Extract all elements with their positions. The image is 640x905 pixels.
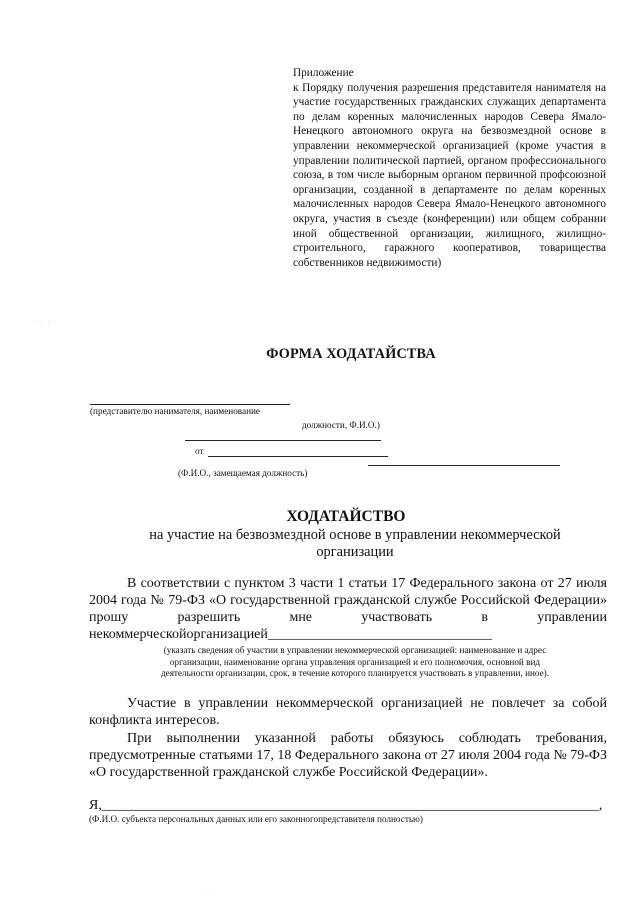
signer-row [89,797,607,814]
addressee-line-3 [368,465,560,466]
petition-paragraph-2: Участие в управлении некоммерческой организацией не повлечет за собой конфликта интересов. [89,696,607,728]
appendix-title: Приложение [293,67,354,79]
addressee-caption-3: (Ф.И.О., замещаемая должность) [178,468,308,478]
scan-artifact-2: · [207,888,209,894]
from-label: от [195,446,204,456]
addressee-line-2 [185,440,381,441]
from-line [208,456,388,457]
appendix-text: к Порядку получения разрешения представителя нанимателя на участие государственных гражданских служащих департамента по делам коренных малочисленных народов Севера Ямало-Ненецкого автономного округа на безвозмездной основе в управлении некоммерческой организацией (кроме участия в управлении политической партией, органом профессионального союза, в том числе выборным органом первичной профсоюзной организации, созданной в департаменте по делам коренных малочисленных народов Севера Ямало-Ненецкого автономного округа, участия в съезде (конференции) или общем собрании иной общественной организации, жилищного, жилищно-строительного, гаражного кооперативов, товарищества собственников недвижимости) [293,81,606,269]
organization-blank: ________________________________ [267,627,492,642]
petition-paragraph-3: При выполнении указанной работы обязуюсь соблюдать требования, предусмотренные статьями 17, 18 Федерального закона от 27 июля 2004 года № 79-ФЗ «О государственной гражданской службе Российской Федерации». [89,731,607,780]
addressee-caption-1: (представителю нанимателя, наименование [90,406,261,416]
form-title: ФОРМА ХОДАТАЙСТВА [266,346,436,362]
signer-label: Я, [89,798,102,813]
signer-caption: (Ф.И.О. субъекта персональных данных или его законногопредставителя полностью) [89,814,423,824]
petition-subtitle: на участие на безвозмездной основе в управлении некоммерческой организации [149,527,561,560]
scan-artifact: . . . [34,318,52,324]
appendix-block [293,66,606,270]
addressee-caption-2: должности, Ф.И.О.) [302,420,380,430]
petition-paragraph-1 [89,575,607,643]
addressee-line-1 [90,404,290,405]
signer-line: _______________________________________________________________________, [101,798,603,813]
paragraph-1-text: В соответствии с пунктом 3 части 1 статьи 17 Федерального закона от 27 июля 2004 года № 79-ФЗ «О государственной гражданской службе Российской Федерации» прошу разрешить мне участвовать в управлении некоммерческойорганизацией [89,576,607,642]
organization-note: (указать сведения об участии в управлении некоммерческой организацией: наименование и адрес организации, наименование органа управления организацией и его полномочия, основной вид деятельности организации, срок, в течение которого планируется участвовать в управлении, иное). [160,645,550,679]
petition-title: ХОДАТАЙСТВО [286,508,406,525]
